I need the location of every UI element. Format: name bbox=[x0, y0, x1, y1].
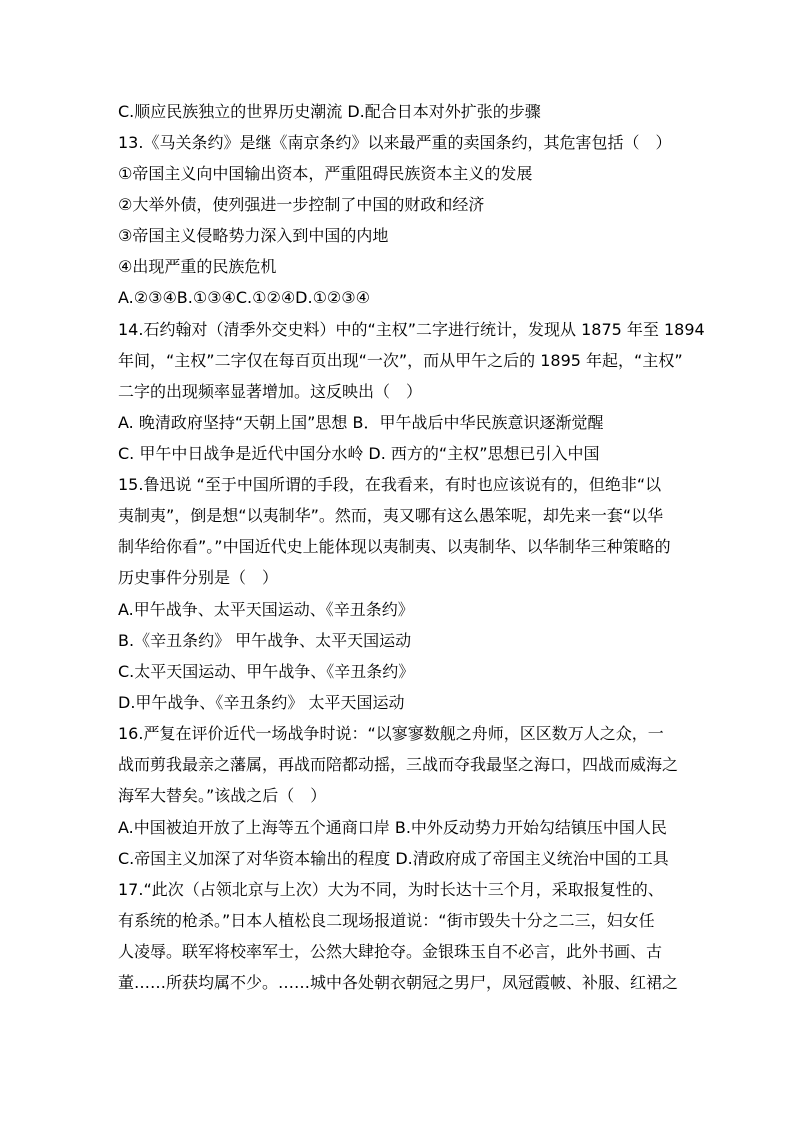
text-line: 有系统的枪杀。”日本人植松良二现场报道说：“街市毁失十分之二三，妇女任 bbox=[118, 911, 655, 930]
text-line: 17.“此次（占领北京与上次）大为不同，为时长达十三个月，采取报复性的、 bbox=[118, 880, 664, 899]
text-line: B.《辛丑条约》 甲午战争、太平天国运动 bbox=[118, 631, 412, 650]
text-line: D.甲午战争、《辛丑条约》 太平天国运动 bbox=[118, 693, 405, 712]
text-line: C.太平天国运动、甲午战争、《辛丑条约》 bbox=[118, 662, 415, 681]
text-line: 15.鲁迅说 “至于中国所谓的手段，在我看来，有时也应该说有的，但绝非“以 bbox=[118, 475, 662, 494]
text-line: 人凌辱。联军将校率军士，公然大肆抢夺。金银珠玉自不必言，此外书画、古 bbox=[118, 942, 663, 961]
text-line: ①帝国主义向中国输出资本，严重阻碍民族资本主义的发展 bbox=[118, 164, 533, 183]
text-line: ②大举外债，使列强进一步控制了中国的财政和经济 bbox=[118, 195, 485, 214]
text-line: 制华给你看”。”中国近代史上能体现以夷制夷、以夷制华、以华制华三种策略的 bbox=[118, 537, 671, 556]
text-line: A.中国被迫开放了上海等五个通商口岸 B.中外反动势力开始勾结镇压中国人民 bbox=[118, 818, 667, 837]
text-line: 年间，“主权”二字仅在每百页出现“一次”，而从甲午之后的 1895 年起，“主权” bbox=[118, 351, 683, 370]
text-line: A.②③④B.①③④C.①②④D.①②③④ bbox=[118, 288, 370, 307]
text-line: 13.《马关条约》是继《南京条约》以来最严重的卖国条约，其危害包括（ ） bbox=[118, 133, 672, 152]
text-line: 14.石约翰对（清季外交史料）中的“主权”二字进行统计，发现从 1875 年至 1894 bbox=[118, 320, 705, 339]
text-line: C.顺应民族独立的世界历史潮流 D.配合日本对外扩张的步骤 bbox=[118, 102, 541, 121]
text-line: 海军大替矣。”该战之后（ ） bbox=[118, 786, 327, 805]
text-line: 历史事件分别是（ ） bbox=[118, 568, 279, 587]
text-line: 16.严复在评价近代一场战争时说：“以寥寥数舰之舟师，区区数万人之众，一 bbox=[118, 724, 664, 743]
text-line: 董……所获均属不少。……城中各处朝衣朝冠之男尸，凤冠霞帔、补服、红裙之 bbox=[118, 973, 679, 992]
text-line: ③帝国主义侵略势力深入到中国的内地 bbox=[118, 226, 389, 245]
text-line: A.甲午战争、太平天国运动、《辛丑条约》 bbox=[118, 600, 414, 619]
text-line: 二字的出现频率显著增加。这反映出（ ） bbox=[118, 382, 423, 401]
text-line: 战而剪我最亲之藩属，再战而陪都动摇，三战而夺我最坚之海口，四战而威海之 bbox=[118, 755, 679, 774]
text-line: C.帝国主义加深了对华资本输出的程度 D.清政府成了帝国主义统治中国的工具 bbox=[118, 849, 669, 868]
text-line: C. 甲午中日战争是近代中国分水岭 D. 西方的“主权”思想已引入中国 bbox=[118, 444, 600, 463]
text-line: A. 晚清政府坚持“天朝上国”思想 B．甲午战后中华民族意识逐渐觉醒 bbox=[118, 413, 604, 432]
text-line: 夷制夷”，倒是想“以夷制华”。然而，夷又哪有这么愚笨呢，却先来一套“以华 bbox=[118, 506, 664, 525]
text-line: ④出现严重的民族危机 bbox=[118, 257, 277, 276]
